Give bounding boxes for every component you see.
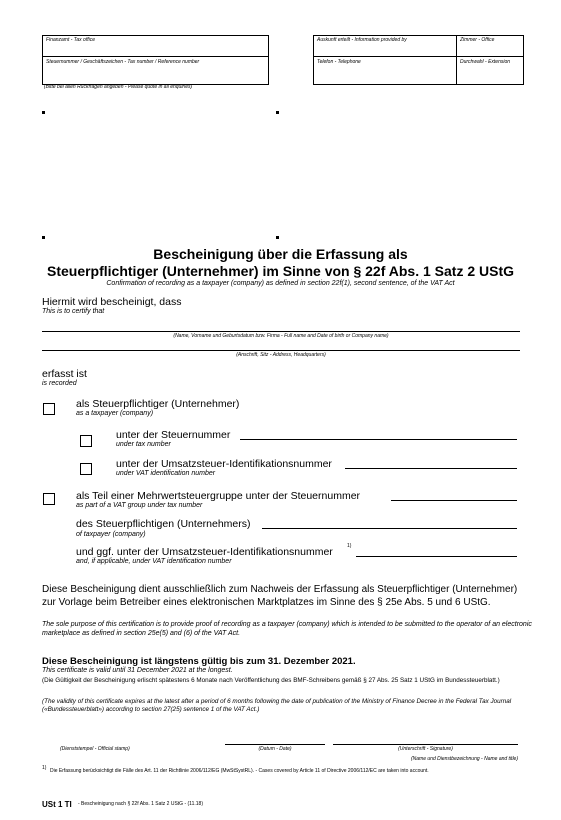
signature-caption: (Unterschrift - Signature) (398, 746, 453, 752)
address-mark-tr (276, 111, 279, 114)
footnote-superscript: 1) (347, 543, 352, 549)
name-line[interactable] (42, 331, 520, 332)
footnote-text: Die Erfassung berücksichtigt die Fälle des Art. 11 der Richtlinie 2006/112/EG (MwStSystRL). - Cases covered by Article 11 of Directive 2006/112/EC are taken into account. (50, 768, 429, 774)
official-stamp-caption: (Dienststempel - Official stamp) (60, 746, 130, 752)
validity-note-translation: (The validity of this certificate expires at the latest after a period of 6 months following the date of publication of the Ministry of Finance Decree in the Federal Tax Journal («Bundessteuerblatt») according to section 27(25) sentence 1 of the VAT Act.) (42, 698, 512, 714)
tax-number-field[interactable] (240, 439, 517, 440)
vat-id-field[interactable] (345, 468, 517, 469)
tax-number-label: Steuernummer / Geschäftszeichen - Tax number / Reference number (46, 59, 200, 65)
purpose-translation: The sole purpose of this certification is to provide proof of recording as a taxpayer (company) which is intended to be submitted to the operator of an electronic marketplace as defined in section 25e(5) and (6) of the VAT Act. (42, 621, 532, 637)
name-caption: (Name, Vorname und Geburtsdatum bzw. Firma - Full name and Date of birth or Company name) (173, 333, 389, 339)
tax-number-option-label: unter der Steuernummer (116, 429, 231, 441)
validity-note: (Die Gültigkeit der Bescheinigung erlischt spätestens 6 Monate nach Veröffentlichung des BMF-Schreibens gemäß § 27 Abs. 25 Satz 1 UStG im Bundessteuerblatt.) (42, 677, 500, 684)
validity-translation: This certificate is valid until 31 December 2021 at the longest. (42, 667, 233, 674)
tax-number-checkbox[interactable] (80, 435, 92, 447)
vat-group-option-translation: as part of a VAT group under tax number (76, 502, 203, 509)
group-vat-translation: and, if applicable, under VAT identification number (76, 558, 232, 565)
certify-translation: This is to certify that (42, 308, 105, 315)
recorded-translation: is recorded (42, 380, 77, 387)
vat-group-checkbox[interactable] (43, 493, 55, 505)
vat-group-option-label: als Teil einer Mehrwertsteuergruppe unter der Steuernummer (76, 490, 361, 502)
address-line[interactable] (42, 350, 520, 351)
enquiry-note: (Bitte bei allen Rückfragen angeben - Please quote in all enquiries) (44, 84, 193, 90)
information-provided-label: Auskunft erteilt - Information provided by (317, 37, 407, 43)
validity-text (42, 656, 356, 667)
address-mark-tl (42, 111, 45, 114)
address-mark-br (276, 236, 279, 239)
office-label: Zimmer - Office (460, 37, 495, 43)
group-taxpayer-label: des Steuerpflichtigen (Unternehmers) (76, 518, 251, 530)
address-mark-bl (42, 236, 45, 239)
telephone-label: Telefon - Telephone (317, 59, 361, 65)
address-caption: (Anschrift, Sitz - Address, Headquarters) (236, 352, 326, 358)
name-title-caption: (Name und Dienstbezeichnung - Name and title) (411, 756, 518, 762)
purpose-text: Diese Bescheinigung dient ausschließlich zum Nachweis der Erfassung als Steuerpflichtiger (Unternehmer) zur Vorlage beim Betreiber eines elektronischen Marktplatzes im Sinne des § 25e Abs. 5 und 6 UStG. (42, 584, 518, 608)
certify-text: Hiermit wird bescheinigt, dass (42, 296, 182, 308)
group-vat-field[interactable] (356, 556, 517, 557)
title-translation: Confirmation of recording as a taxpayer (company) as defined in section 22f(1), second sentence, of the VAT Act (106, 280, 455, 287)
document-title-line1: Bescheinigung über die Erfassung als (153, 246, 408, 262)
footnote-marker: 1) (42, 765, 47, 771)
tax-office-label: Finanzamt - Tax office (46, 37, 96, 43)
date-caption: (Datum - Date) (258, 746, 292, 752)
taxpayer-checkbox[interactable] (43, 403, 55, 415)
signature-line[interactable] (333, 744, 518, 745)
tax-number-option-translation: under tax number (116, 441, 171, 448)
validity-bold: Diese Bescheinigung ist längstens gültig bis zum 31. Dezember 2021. (42, 656, 356, 667)
form-id: USt 1 TI (42, 800, 72, 809)
group-taxpayer-field[interactable] (262, 528, 517, 529)
date-line[interactable] (225, 744, 325, 745)
extension-label: Durchwahl - Extension (460, 59, 511, 65)
document-title-line2: Steuerpflichtiger (Unternehmer) im Sinne von § 22f Abs. 1 Satz 2 UStG (46, 263, 515, 279)
recorded-text: erfasst ist (42, 368, 87, 380)
tax-office-box (42, 35, 269, 85)
group-vat-label: und ggf. unter der Umsatzsteuer-Identifikationsnummer (76, 546, 333, 558)
taxpayer-option-translation: as a taxpayer (company) (76, 410, 154, 417)
vat-id-option-label: unter der Umsatzsteuer-Identifikationsnummer (116, 458, 332, 470)
vat-group-tax-number-field[interactable] (391, 500, 517, 501)
vat-id-checkbox[interactable] (80, 463, 92, 475)
taxpayer-option-label: als Steuerpflichtiger (Unternehmer) (76, 398, 240, 410)
vat-id-option-translation: under VAT identification number (116, 470, 216, 477)
group-taxpayer-translation: of taxpayer (company) (76, 531, 146, 538)
contact-box (313, 35, 524, 85)
form-description: - Bescheinigung nach § 22f Abs. 1 Satz 2 UStG - (11.18) (78, 801, 203, 807)
